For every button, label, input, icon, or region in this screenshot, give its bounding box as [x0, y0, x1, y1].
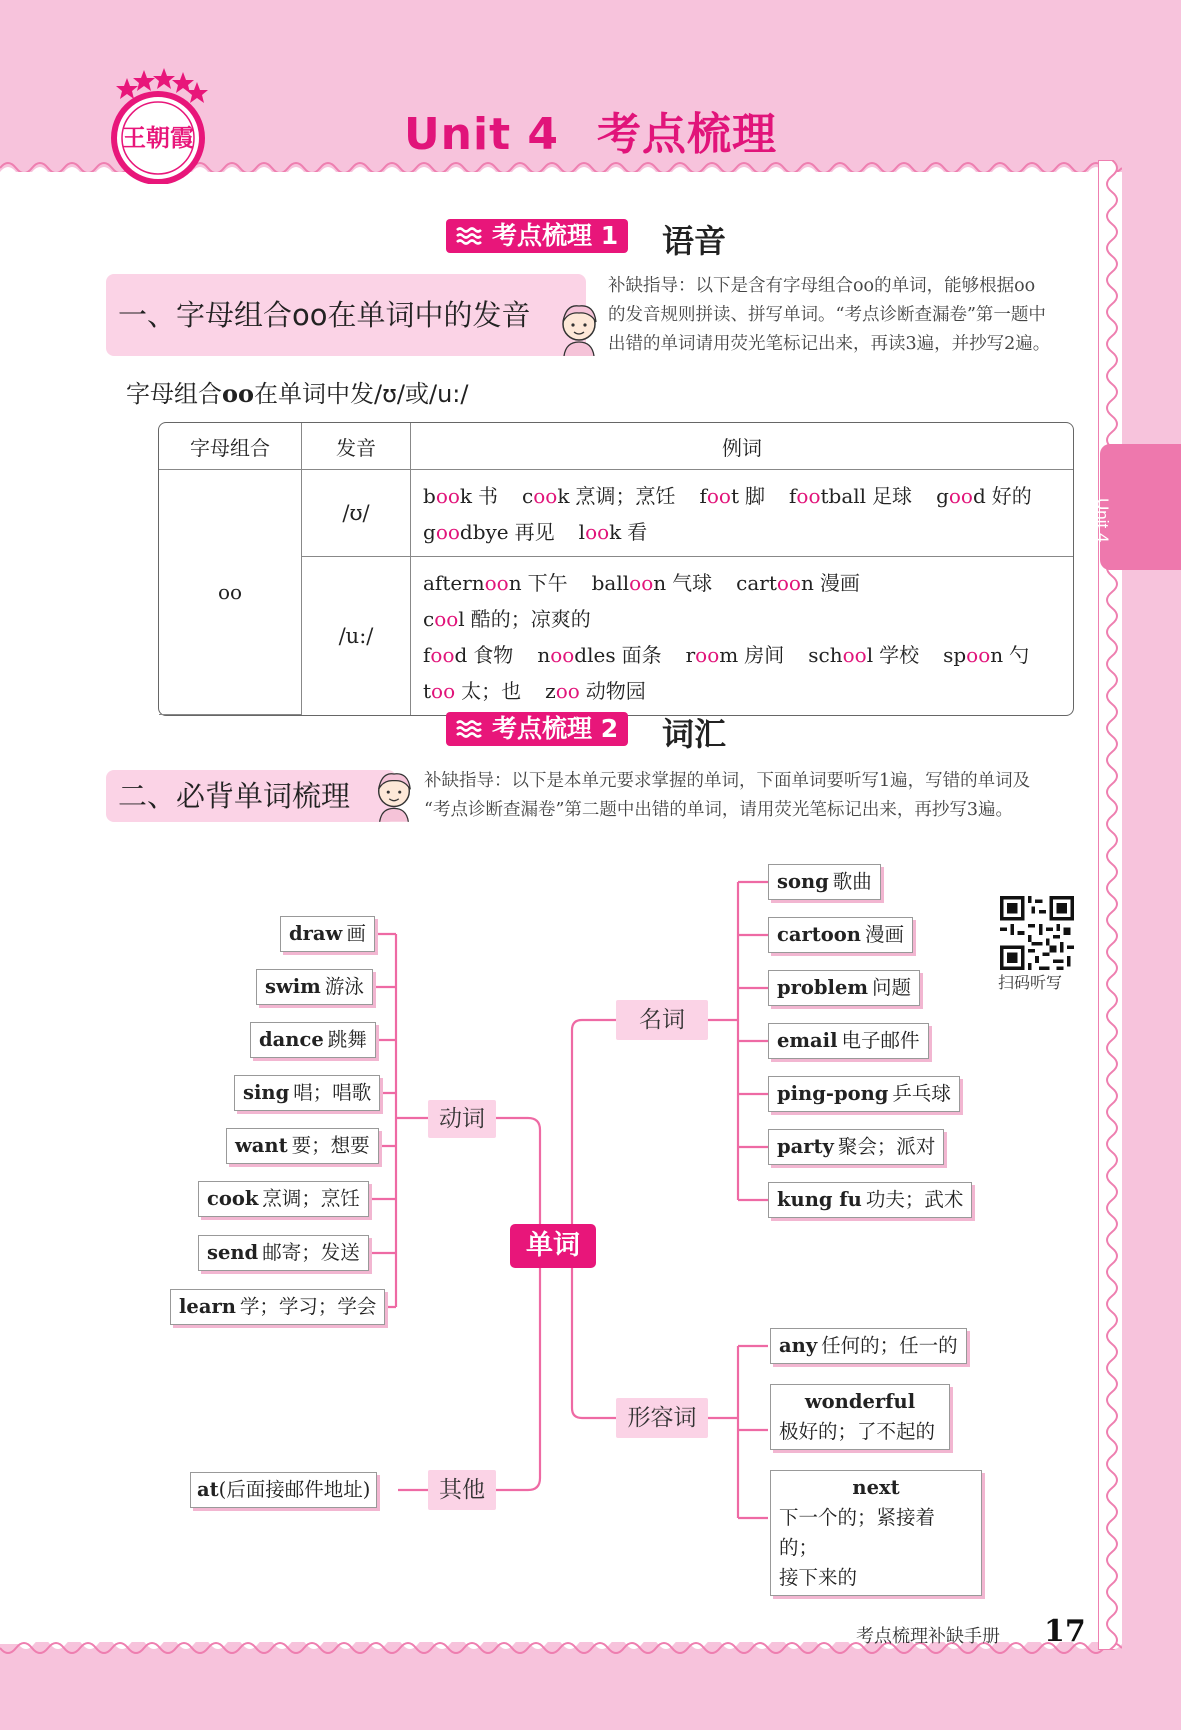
example-word — [423, 478, 498, 514]
example-word-oo: oo — [948, 484, 973, 508]
example-word-en: k — [609, 520, 622, 544]
table-header: 例词 — [411, 423, 1073, 470]
word-en: next — [852, 1476, 900, 1499]
section2-badge — [446, 712, 628, 746]
other-category: 其他 — [428, 1470, 496, 1510]
word-en: cartoon — [777, 923, 861, 946]
example-word-en: cart — [736, 571, 777, 595]
word-cn: 聚会；派对 — [837, 1135, 936, 1158]
verb-item — [198, 1235, 369, 1271]
example-word-oo: oo — [776, 571, 801, 595]
example-word-cn: 气球 — [672, 571, 713, 595]
section1-tip — [608, 272, 1050, 359]
phonetic-cell: /ʊ/ — [302, 470, 411, 557]
intro-suffix: 在单词中发/ʊ/或/u:/ — [254, 380, 469, 408]
example-line — [423, 637, 1073, 673]
example-word-en: sp — [943, 643, 967, 667]
example-word-en: c — [423, 607, 435, 631]
example-word-en: k — [557, 484, 570, 508]
example-word-en: l — [578, 520, 586, 544]
example-word — [423, 565, 568, 601]
verb-item — [198, 1181, 369, 1217]
word-en: send — [207, 1241, 259, 1264]
word-cn: 问题 — [872, 976, 912, 999]
example-word — [808, 637, 919, 673]
nouns-category: 名词 — [616, 1000, 708, 1040]
example-word-oo: oo — [435, 484, 460, 508]
example-line — [423, 673, 1073, 709]
section1-name: 语音 — [662, 222, 727, 260]
word-cn: 烹调；烹饪 — [262, 1187, 360, 1210]
example-word-en: t — [730, 484, 739, 508]
letter-combo-cell: oo — [159, 470, 302, 715]
example-word — [522, 478, 675, 514]
example-line — [423, 565, 1073, 637]
page-title-text: 考点梳理 — [597, 109, 778, 160]
example-word — [579, 514, 648, 550]
example-word-cn: 食物 — [473, 643, 514, 667]
example-word — [699, 478, 765, 514]
example-word — [423, 514, 555, 550]
example-word-en: m — [719, 643, 739, 667]
word-en: want — [235, 1134, 288, 1157]
word-cn: 画 — [346, 922, 366, 945]
example-word-oo: oo — [431, 679, 456, 703]
example-word-en: sch — [808, 643, 843, 667]
phonetic-cell: /u:/ — [302, 557, 411, 715]
page-title — [0, 98, 1181, 162]
example-word-cn: 学校 — [879, 643, 920, 667]
example-word-oo: oo — [430, 643, 455, 667]
example-word-oo: oo — [966, 643, 991, 667]
word-cn: 任何的；任一的 — [821, 1334, 958, 1357]
side-unit-tab-label: Unit 4 — [1093, 498, 1112, 543]
example-word-en: n — [800, 571, 814, 595]
example-word-en: r — [685, 643, 696, 667]
example-word-oo: oo — [796, 484, 821, 508]
word-en: learn — [179, 1295, 236, 1318]
page-title-unit: Unit 4 — [403, 109, 560, 160]
word-cn: 乒乓球 — [892, 1082, 951, 1105]
word-en: problem — [777, 976, 868, 999]
example-word — [592, 565, 713, 601]
example-word-en: l — [866, 643, 874, 667]
example-word-oo: oo — [533, 484, 558, 508]
example-word-oo: oo — [842, 643, 867, 667]
section2-badge-text: 考点梳理 2 — [492, 714, 619, 743]
example-word-oo: oo — [585, 520, 610, 544]
example-word-oo: oo — [629, 571, 654, 595]
example-word-en: l — [458, 607, 465, 631]
side-unit-tab[interactable] — [1093, 444, 1181, 570]
example-word-en: g — [936, 484, 949, 508]
example-word-cn: 下午 — [527, 571, 568, 595]
example-word-cn: 好的 — [991, 484, 1032, 508]
example-word — [423, 637, 513, 673]
example-word — [943, 637, 1029, 673]
example-word — [936, 478, 1032, 514]
adjective-item — [770, 1328, 967, 1364]
girl-cartoon-icon — [372, 768, 416, 822]
word-en: at — [197, 1478, 219, 1501]
section2-tip — [424, 767, 1030, 825]
girl-cartoon-icon — [556, 300, 602, 356]
example-word-oo: oo — [555, 679, 580, 703]
section1-intro — [126, 374, 468, 409]
example-word-cn: 漫画 — [819, 571, 860, 595]
word-cn: (后面接邮件地址) — [218, 1478, 371, 1501]
word-en: cook — [207, 1187, 259, 1210]
verb-item — [250, 1022, 376, 1058]
noun-item — [768, 1129, 944, 1165]
word-cn: 学；学习；学会 — [239, 1295, 377, 1318]
example-word-en: g — [423, 520, 436, 544]
example-word — [423, 601, 591, 637]
section2-tip-line: 补缺指导：以下是本单元要求掌握的单词，下面单词要听写1遍，写错的单词及 — [424, 771, 1031, 791]
word-en: any — [779, 1334, 818, 1357]
word-en: draw — [289, 922, 343, 945]
section1-tip-line: 补缺指导：以下是含有字母组合oo的单词，能够根据oo — [608, 276, 1036, 296]
word-cn: 漫画 — [864, 923, 904, 946]
example-word-cn: 脚 — [745, 484, 765, 508]
noun-item — [768, 1076, 960, 1112]
example-word-en: dbye — [459, 520, 509, 544]
word-cn: 电子邮件 — [841, 1029, 920, 1052]
example-word-cn: 再见 — [514, 520, 555, 544]
examples-cell — [411, 557, 1073, 715]
word-cn: 邮寄；发送 — [262, 1241, 360, 1264]
wave-lines-icon — [456, 227, 482, 245]
example-word-oo: oo — [550, 643, 575, 667]
example-word-cn: 勺 — [1009, 643, 1030, 667]
example-word-en: n — [653, 571, 667, 595]
examples-cell — [411, 470, 1073, 557]
verb-item — [226, 1128, 379, 1164]
noun-item — [768, 864, 881, 900]
example-word-en: ball — [591, 571, 630, 595]
example-word-cn: 看 — [627, 520, 648, 544]
section2-subtitle: 二、必背单词梳理 — [106, 770, 396, 822]
example-word-cn: 太；也 — [461, 679, 522, 703]
example-word-en: n — [990, 643, 1004, 667]
example-word-en: aftern — [423, 571, 485, 595]
example-word — [545, 673, 646, 709]
example-word-cn: 房间 — [744, 643, 785, 667]
example-word-en: z — [545, 679, 556, 703]
word-cn: 歌曲 — [832, 870, 872, 893]
word-cn: 极好的；了不起的 — [779, 1420, 936, 1443]
page-number: 17 — [1044, 1614, 1086, 1649]
word-en: party — [777, 1135, 834, 1158]
word-cn: 游泳 — [324, 975, 364, 998]
example-word-en: n — [508, 571, 522, 595]
footer-book-title: 考点梳理补缺手册 — [856, 1626, 1000, 1647]
example-word-en: n — [537, 643, 551, 667]
table-header-row — [159, 423, 1073, 470]
section1-badge — [446, 219, 628, 253]
intro-prefix: 字母组合 — [126, 380, 222, 408]
section1-badge-text: 考点梳理 1 — [492, 221, 619, 250]
example-word-cn: 烹调；烹饪 — [575, 484, 676, 508]
other-item — [190, 1472, 377, 1508]
example-line — [423, 478, 1073, 514]
noun-item — [768, 1023, 929, 1059]
example-word — [686, 637, 785, 673]
section1-subtitle: 一、字母组合oo在单词中的发音 — [106, 274, 586, 356]
mindmap-root: 单词 — [510, 1224, 596, 1268]
example-word-en: d — [972, 484, 986, 508]
verb-item — [280, 916, 375, 952]
word-en: wonderful — [804, 1390, 916, 1413]
word-cn: 下一个的；紧接着的； — [779, 1506, 936, 1559]
example-word-en: f — [699, 484, 707, 508]
word-en: song — [777, 870, 829, 893]
example-word-oo: oo — [484, 571, 509, 595]
verb-item — [170, 1289, 385, 1325]
example-word-cn: 面条 — [621, 643, 662, 667]
qr-code-icon[interactable] — [1000, 896, 1074, 970]
wave-lines-icon — [456, 720, 482, 738]
noun-item — [768, 970, 920, 1006]
example-word-oo: oo — [435, 520, 460, 544]
intro-oo: oo — [222, 379, 255, 408]
word-en: kung fu — [777, 1188, 862, 1211]
example-word — [537, 637, 661, 673]
example-word-cn: 书 — [478, 484, 499, 508]
example-word-en: tball — [820, 484, 867, 508]
example-word-en: b — [423, 484, 436, 508]
right-wave-border — [1098, 160, 1138, 1650]
example-line — [423, 514, 1073, 550]
example-word-oo: oo — [695, 643, 720, 667]
example-word-en: c — [522, 484, 534, 508]
verb-item — [234, 1075, 380, 1111]
verb-item — [256, 969, 373, 1005]
word-en: email — [777, 1029, 838, 1052]
logo-text: 王朝霞 — [122, 123, 194, 152]
table-header: 字母组合 — [159, 423, 302, 470]
noun-item — [768, 1182, 972, 1218]
table-header: 发音 — [302, 423, 411, 470]
noun-item — [768, 917, 913, 953]
example-word-en: f — [423, 643, 431, 667]
word-cn: 要；想要 — [291, 1134, 370, 1157]
adjective-item — [770, 1384, 950, 1450]
example-word-oo: oo — [434, 607, 459, 631]
word-cn: 唱；唱歌 — [293, 1081, 372, 1104]
section1-tip-line: 出错的单词请用荧光笔标记出来，再读3遍，并抄写2遍。 — [608, 334, 1051, 354]
example-word-en: f — [789, 484, 797, 508]
word-cn: 跳舞 — [327, 1028, 367, 1051]
example-word-en: dles — [574, 643, 616, 667]
example-word-cn: 足球 — [872, 484, 913, 508]
example-word — [789, 478, 912, 514]
example-word-en: t — [423, 679, 432, 703]
example-word-cn: 动物园 — [585, 679, 646, 703]
word-en: sing — [243, 1081, 290, 1104]
example-word — [736, 565, 860, 601]
word-cn: 功夫；武术 — [865, 1188, 964, 1211]
word-en: dance — [259, 1028, 324, 1051]
example-word-oo: oo — [706, 484, 731, 508]
example-word — [423, 673, 521, 709]
adjectives-category: 形容词 — [616, 1398, 708, 1438]
section2-name: 词汇 — [662, 715, 727, 753]
pronunciation-table — [158, 422, 1074, 716]
word-en: swim — [265, 975, 321, 998]
example-word-en: d — [454, 643, 468, 667]
verbs-category: 动词 — [428, 1100, 496, 1138]
word-en: ping-pong — [777, 1082, 889, 1105]
word-cn: 接下来的 — [779, 1566, 858, 1589]
example-word-cn: 酷的；凉爽的 — [470, 607, 591, 631]
example-word-en: k — [459, 484, 473, 508]
adjective-item — [770, 1470, 982, 1596]
qr-code-label: 扫码听写 — [998, 973, 1063, 992]
section2-tip-line: “考点诊断查漏卷”第二题中出错的单词，请用荧光笔标记出来，再抄写3遍。 — [424, 800, 1014, 820]
table-row — [159, 470, 1073, 557]
section1-tip-line: 的发音规则拼读、拼写单词。“考点诊断查漏卷”第一题中 — [608, 305, 1046, 325]
